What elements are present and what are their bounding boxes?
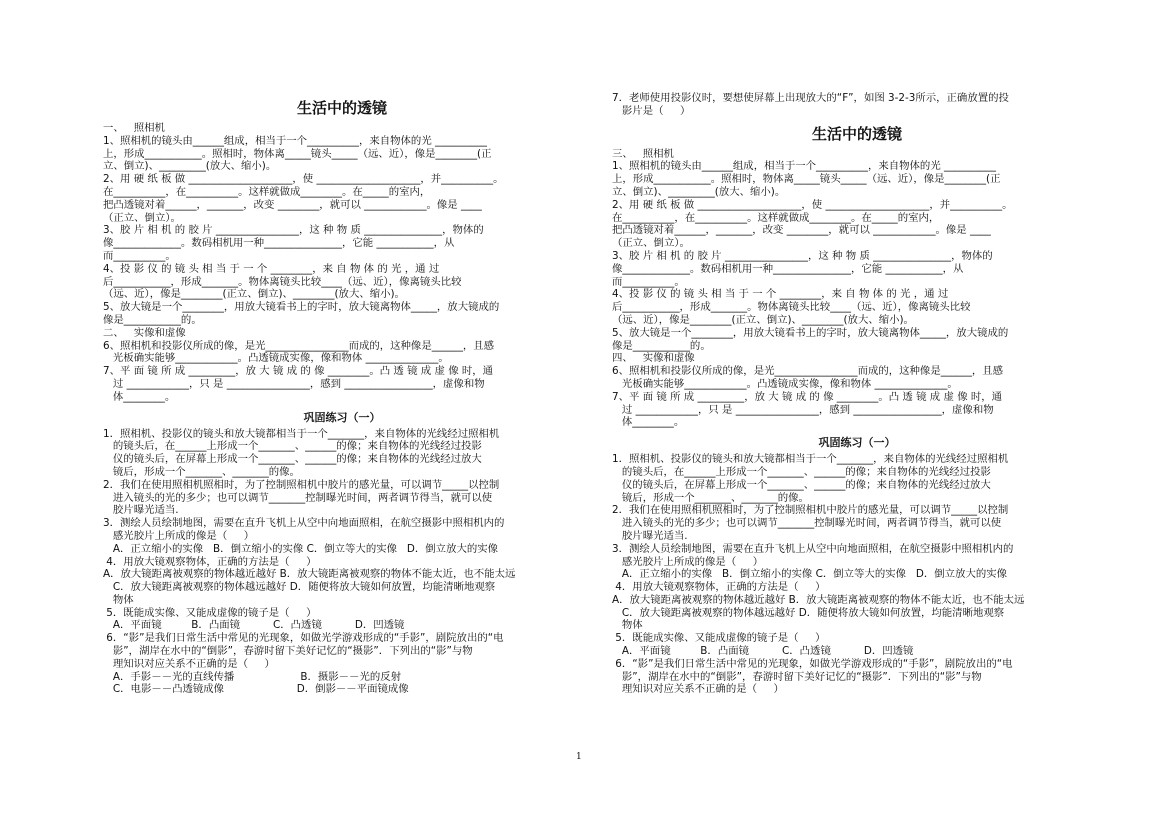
text-line: 1．照相机、投影仪的镜头和放大镜都相当于一个_______，来自物体的光线经过照相机 (612, 453, 1009, 466)
text-line: 4．用放大镜观察物体，正确的方法是（ ） (103, 555, 317, 568)
text-line: （远、近），像是________(正立、倒立)、________(放大、缩小)。 (103, 288, 405, 301)
text-line: 4、投 影 仪 的 镜 头 相 当 于 一 个 ________，来 自 物 体 的 光 ，通 过 (612, 288, 949, 301)
right-practice (612, 453, 1102, 696)
page-title: 生活中的透镜 (296, 99, 387, 117)
text-line: 而__________。 (612, 275, 685, 288)
text-line: 进入镜头的光的多少；也可以调节_______控制曝光时间，两者调节得当，就可以使 (103, 491, 493, 504)
text-line: 影”，湖岸在水中的“倒影”，春游时留下美好记忆的“摄影”．下列出的“影”与物 (103, 645, 473, 658)
text-line: 5．既能成实像、又能成虚像的镜子是（ ） (103, 606, 317, 619)
right-column (612, 92, 1102, 696)
text-line: 进入镜头的光的多少；也可以调节_______控制曝光时间，两者调节得当，就可以使 (612, 517, 1002, 530)
text-line: 2．我们在使用照相机照相时，为了控制照相机中胶片的感光量，可以调节_____以控制 (103, 478, 500, 491)
text-line: 2．我们在使用照相机照相时，为了控制照相机中胶片的感光量，可以调节_____以控制 (612, 504, 1009, 517)
text-line: 感光胶片上所成的像是（ ） (612, 555, 764, 568)
text-line: A．放大镜距离被观察的物体越近越好 B．放大镜距离被观察的物体不能太近，也不能太远 (612, 593, 1025, 606)
text-line: 像是___________的。 (103, 313, 202, 326)
section-heading: 二、 实像和虚像 (103, 326, 186, 339)
text-line: 镜后，形成一个_______、_______的像。 (612, 491, 809, 504)
text-line: 体________。 (612, 416, 685, 429)
left-lines (103, 135, 581, 327)
text-line: 过 ____________，只 是 ________________，感到 _________________，虚像和物 (103, 377, 485, 390)
text-line: 的镜头后，在______上形成一个_______、______的像；来自物体的光线经过投影 (612, 465, 991, 478)
right-lines2 (612, 365, 1102, 429)
text-line: 7、平 面 镜 所 成 _________，放 大 镜 成 的 像 ________。凸 透 镜 成 虚 像 时，通 (103, 365, 494, 378)
text-line: 4、投 影 仪 的 镜 头 相 当 于 一 个 ________，来 自 物 体 的 光 ，通 过 (103, 262, 440, 275)
text-line: 把凸透镜对着______，_______，改变 ________，就可以 ____________。像是 ____ (103, 198, 482, 211)
text-line: 物体 (612, 619, 643, 632)
text-line: 后___________，形成_______。物体离镜头比较____（远、近），像离镜头比较 (612, 301, 971, 314)
section-heading: 三、 照相机 (612, 147, 674, 160)
text-line: 体________。 (103, 390, 176, 403)
text-line: C．电影－－凸透镜成像 D．倒影－－平面镜成像 (103, 683, 409, 696)
text-line: 7、平 面 镜 所 成 _________，放 大 镜 成 的 像 ________。凸 透 镜 成 虚 像 时，通 (612, 390, 1003, 403)
text-line: （正立、倒立）。 (612, 237, 690, 250)
text-line: 5．既能成实像、又能成虚像的镜子是（ ） (612, 632, 826, 645)
text-line: 仪的镜头后，在屏幕上形成一个_______、______的像；来自物体的光线经过放大 (612, 478, 991, 491)
text-line: A．放大镜距离被观察的物体越近越好 B．放大镜距离被观察的物体不能太近，也不能太远 (103, 568, 516, 581)
text-line: A．平面镜 B．凸面镜 C．凸透镜 D．凹透镜 (103, 619, 405, 632)
text-line: 立、倒立)、_________(放大、缩小)。 (103, 160, 277, 173)
text-line: A．手影－－光的直线传播 B．摄影－－光的反射 (103, 670, 402, 683)
text-line: C．放大镜距离被观察的物体越远越好 D．随便将放大镜如何放置，均能清晰地观察 (612, 606, 1005, 619)
text-line: 像_____________。数码相机用一种_______________，它能 ___________，从 (103, 237, 455, 250)
text-line: 物体 (103, 593, 134, 606)
text-line: 把凸透镜对着______，_______，改变 ________，就可以 ____________。像是 ____ (612, 224, 991, 237)
text-line: （远、近），像是________(正立、倒立)、________(放大、缩小)。 (612, 313, 914, 326)
text-line: 6、照相机和投影仪所成的像，是光________________而成的，这种像是______，且感 (612, 365, 1004, 378)
text-line: 光板确实能够____________。凸透镜成实像，像和物体 ______________。 (103, 352, 449, 365)
text-line: 立、倒立)、_________(放大、缩小)。 (612, 185, 786, 198)
text-line: 影片是（ ） (612, 104, 691, 117)
practice-title: 巩固练习（一） (303, 410, 381, 424)
text-line: 像_____________。数码相机用一种_______________，它能 ___________，从 (612, 262, 964, 275)
text-line: 感光胶片上所成的像是（ ） (103, 529, 255, 542)
text-line: 6、照相机和投影仪所成的像，是光________________而成的，这种像是______，且感 (103, 339, 495, 352)
text-line: 影”，湖岸在水中的“倒影”，春游时留下美好记忆的“摄影”．下列出的“影”与物 (612, 670, 982, 683)
page-title: 生活中的透镜 (811, 124, 902, 143)
practice-title: 巩固练习（一） (818, 436, 896, 450)
text-line: C．放大镜距离被观察的物体越远越好 D．随便将放大镜如何放置，均能清晰地观察 (103, 581, 496, 594)
text-line: 1、照相机的镜头由______组成，相当于一个__________，来自物体的光 __________ (612, 160, 996, 173)
text-line: 理知识对应关系不正确的是（ ） (103, 657, 275, 670)
text-line: 3、胶 片 相 机 的 胶 片 ________________，这 种 物 质 _______________，物体的 (612, 249, 993, 262)
right-lines (612, 160, 1102, 352)
text-line: 的镜头后，在______上形成一个_______、______的像；来自物体的光线经过投影 (103, 440, 482, 453)
text-line: 镜后，形成一个_______、_______的像。 (103, 465, 300, 478)
text-line: 5、放大镜是一个________，用放大镜看书上的字时，放大镜离物体_____，放大镜成的 (612, 326, 1009, 339)
right-top-note (612, 92, 1102, 118)
text-line: A．正立缩小的实像 B．倒立缩小的实像 C．倒立等大的实像 D．倒立放大的实像 (103, 542, 499, 555)
text-line: 后___________，形成_______。物体离镜头比较____（远、近），像离镜头比较 (103, 275, 462, 288)
section-heading: 一、 照相机 (103, 122, 165, 134)
text-line: A．正立缩小的实像 B．倒立缩小的实像 C．倒立等大的实像 D．倒立放大的实像 (612, 568, 1008, 581)
page-number: 1 (576, 752, 582, 762)
text-line: 3、胶 片 相 机 的 胶 片 ________________，这 种 物 质 _______________，物体的 (103, 224, 484, 237)
text-line: （正立、倒立）。 (103, 211, 181, 224)
text-line: 胶片曝光适当. (103, 504, 179, 517)
text-line: 理知识对应关系不正确的是（ ） (612, 683, 784, 696)
left-column (103, 92, 581, 696)
text-line: 胶片曝光适当. (612, 529, 688, 542)
text-line: 在__________，在__________。这样就做成________。在_____的室内， (103, 185, 431, 198)
text-line: 像是___________的。 (612, 339, 711, 352)
text-line: A．平面镜 B．凸面镜 C．凸透镜 D．凹透镜 (612, 645, 914, 658)
text-line: 在__________，在__________。这样就做成________。在_____的室内， (612, 211, 940, 224)
text-line: 6．“影”是我们日常生活中常见的光现象，如做光学游戏形成的“手影”，剧院放出的“电 (103, 632, 504, 645)
text-line: 6．“影”是我们日常生活中常见的光现象，如做光学游戏形成的“手影”，剧院放出的“电 (612, 657, 1013, 670)
text-line: 3．测绘人员绘制地图，需要在直升飞机上从空中向地面照相，在航空摄影中照相机内的 (103, 517, 505, 530)
text-line: 上，形成___________。照相时，物体离_____镜头_____（远、近），像是________(正 (612, 173, 1001, 186)
text-line: 而__________。 (103, 249, 176, 262)
text-line: 1．照相机、投影仪的镜头和放大镜都相当于一个_______，来自物体的光线经过照相机 (103, 427, 500, 440)
text-line: 2、用 硬 纸 板 做 ____________________，使 ____________________，并__________。 (612, 198, 1013, 211)
left-practice (103, 428, 581, 697)
text-line: 7．老师使用投影仪时，要想使屏幕上出现放大的“F”，如图 3-2-3所示，正确放置的投 (612, 92, 1009, 104)
text-line: 上，形成___________。照相时，物体离_____镜头_____（远、近），像是________(正 (103, 147, 492, 160)
text-line: 4．用放大镜观察物体，正确的方法是（ ） (612, 581, 826, 594)
text-line: 2、用 硬 纸 板 做 ____________________，使 ____________________，并__________。 (103, 173, 504, 186)
text-line: 过 ____________，只 是 ________________，感到 _________________，虚像和物 (612, 403, 994, 416)
text-line: 1、照相机的镜头由______组成，相当于一个__________，来自物体的光 __________ (103, 134, 487, 147)
text-line: 5、放大镜是一个________，用放大镜看书上的字时，放大镜离物体_____，放大镜成的 (103, 301, 500, 314)
text-line: 3．测绘人员绘制地图，需要在直升飞机上从空中向地面照相，在航空摄影中照相机内的 (612, 542, 1014, 555)
section-heading: 四、 实像和虚像 (612, 352, 695, 365)
left-lines2 (103, 340, 581, 404)
text-line: 仪的镜头后，在屏幕上形成一个_______、______的像；来自物体的光线经过放大 (103, 453, 482, 466)
text-line: 光板确实能够____________。凸透镜成实像，像和物体 ______________。 (612, 377, 958, 390)
